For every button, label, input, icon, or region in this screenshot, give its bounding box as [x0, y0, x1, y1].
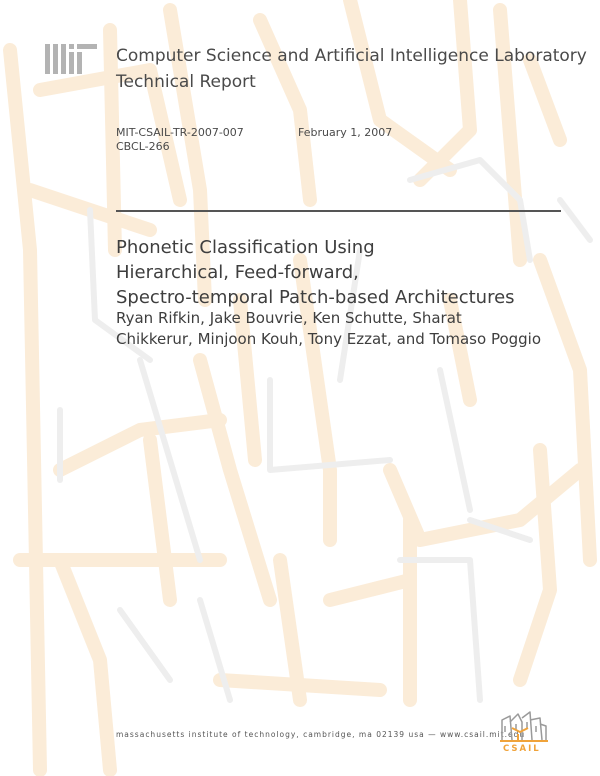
mit-logo: [45, 44, 97, 74]
title-line: Phonetic Classification Using: [116, 237, 375, 258]
author-line: Chikkerur, Minjoon Kouh, Tony Ezzat, and Tomaso Poggio: [116, 330, 542, 348]
csail-label: CSAIL: [503, 744, 541, 754]
title-line: Spectro-temporal Patch-based Architectures: [116, 287, 515, 308]
footer-address: massachusetts institute of technology, cambridge, ma 02139 usa — www.csail.mit.edu: [116, 730, 526, 739]
author-line: Ryan Rifkin, Jake Bouvrie, Ken Schutte, Sharat: [116, 309, 462, 327]
report-identifiers: [116, 126, 244, 154]
report-date: February 1, 2007: [298, 126, 393, 139]
title-line: Hierarchical, Feed-forward,: [116, 262, 359, 283]
report-title: [116, 235, 515, 310]
lab-name: Computer Science and Artificial Intelligence Laboratory: [116, 46, 587, 66]
cbcl-number: CBCL-266: [116, 140, 170, 153]
csail-building-logo: [498, 708, 550, 742]
lab-header: [116, 43, 587, 95]
author-list: [116, 308, 541, 350]
title-divider: [116, 210, 561, 212]
report-id: MIT-CSAIL-TR-2007-007: [116, 126, 244, 139]
report-type: Technical Report: [116, 72, 256, 92]
